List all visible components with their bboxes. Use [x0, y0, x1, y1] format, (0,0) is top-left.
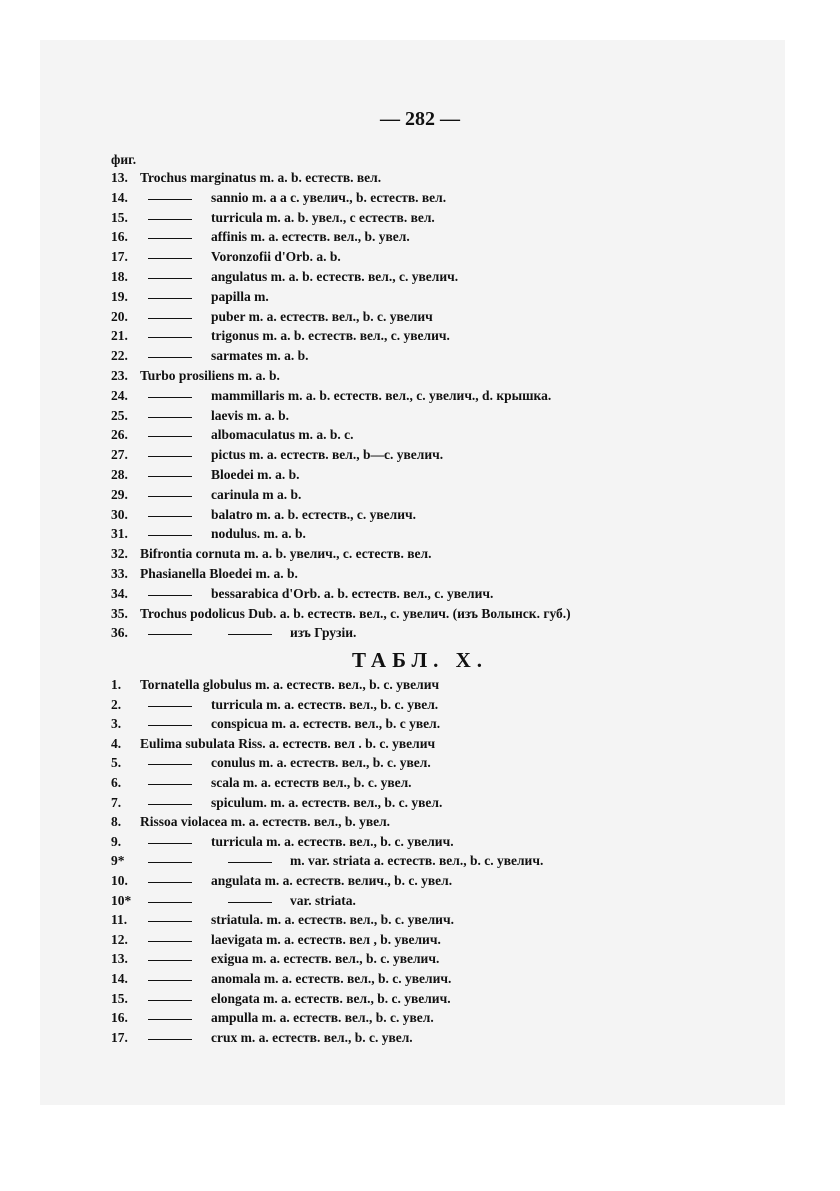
ditto-dash: [228, 862, 272, 863]
entry-text: turricula m. a. естеств. вел., b. c. увелич.: [211, 833, 454, 849]
entry-text: exigua m. a. естеств. вел., b. c. увелич.: [211, 951, 440, 967]
entry-text: trigonus m. a. b. естеств. вел., c. увелич.: [211, 328, 450, 344]
entry-text: scala m. a. естеств вел., b. c. увел.: [211, 775, 412, 790]
figure-number: 30.: [111, 506, 128, 522]
continuation-text: фиг.: [111, 152, 137, 167]
ditto-dash: [148, 278, 192, 279]
entry-text: var. striata.: [290, 892, 356, 908]
figure-number: 21.: [111, 328, 128, 344]
ditto-dash: [148, 496, 192, 497]
ditto-dash: [148, 595, 192, 596]
ditto-dash: [148, 219, 192, 220]
figure-number: 32.: [111, 546, 128, 562]
figure-number: 13.: [111, 170, 128, 185]
entry-text: turricula m. a. естеств. вел., b. c. увел.: [211, 696, 439, 712]
figure-number: 16.: [111, 229, 128, 245]
entry-text: crux m. a. естеств. вел., b. c. увел.: [211, 1029, 413, 1045]
entry-text: Eulima subulata Riss. a. естеств. вел . b. c. увелич: [140, 735, 436, 751]
entry-text: m. var. striata a. естеств. вел., b. c. увелич.: [290, 853, 544, 869]
entry-text: laevigata m. a. естеств. вел , b. увелич.: [211, 931, 441, 947]
entry-text: elongata m. a. естеств. вел., b. c. увелич.: [211, 990, 451, 1006]
ditto-dash: [148, 436, 192, 437]
ditto-dash: [148, 258, 192, 259]
figure-number: 2.: [111, 696, 122, 712]
ditto-dash: [148, 238, 192, 239]
ditto-dash: [148, 298, 192, 299]
ditto-dash: [148, 476, 192, 477]
figure-number: 7.: [111, 794, 122, 810]
figure-number: 26.: [111, 427, 128, 443]
entry-text: Phasianella Bloedei m. a. b.: [140, 566, 298, 581]
figure-number: 10.: [111, 873, 128, 888]
figure-number: 20.: [111, 308, 128, 324]
figure-number: 5.: [111, 755, 122, 771]
entry-text: Turbo prosiliens m. a. b.: [140, 368, 280, 383]
figure-number: 35.: [111, 605, 128, 621]
page-number: — 282 —: [380, 108, 460, 130]
entry-text: striatula. m. a. естеств. вел., b. c. увелич.: [211, 912, 454, 928]
ditto-dash: [148, 784, 192, 785]
figure-number: 10*: [111, 892, 132, 908]
figure-number: 6.: [111, 775, 122, 790]
figure-number: 16.: [111, 1010, 128, 1026]
entry-text: Voronzofii d'Orb. a. b.: [211, 249, 341, 265]
figure-number: 34.: [111, 585, 128, 601]
ditto-dash: [148, 843, 192, 844]
ditto-dash: [148, 1019, 192, 1020]
ditto-dash: [148, 960, 192, 961]
figure-number: 18.: [111, 269, 128, 284]
entry-text: Bifrontia cornuta m. a. b. увелич., c. естеств. вел.: [140, 546, 432, 562]
entry-text: affinis m. a. естеств. вел., b. увел.: [211, 229, 410, 245]
figure-number: 14.: [111, 971, 128, 986]
ditto-dash: [148, 862, 192, 863]
ditto-dash: [148, 941, 192, 942]
figure-number: 13.: [111, 951, 128, 967]
ditto-dash: [148, 1039, 192, 1040]
figure-number: 3.: [111, 716, 122, 732]
entry-text: papilla m.: [211, 288, 269, 304]
figure-number: 31.: [111, 526, 128, 542]
ditto-dash: [148, 456, 192, 457]
entry-text: sannio m. a a c. увелич., b. естеств. вел.: [211, 189, 447, 205]
ditto-dash: [148, 199, 192, 200]
ditto-dash: [148, 1000, 192, 1001]
entry-text: anomala m. a. естеств. вел., b. c. увелич.: [211, 971, 452, 986]
entry-text: turricula m. a. b. увел., c естеств. вел.: [211, 209, 435, 225]
ditto-dash: [148, 634, 192, 635]
figure-number: 9.: [111, 833, 122, 849]
entry-text: angulata m. a. естеств. велич., b. c. увел.: [211, 873, 453, 888]
entry-text: sarmates m. a. b.: [211, 348, 309, 364]
figure-number: 17.: [111, 249, 128, 265]
figure-number: 19.: [111, 288, 128, 304]
ditto-dash: [228, 902, 272, 903]
entry-text: spiculum. m. a. естеств. вел., b. c. увел.: [211, 794, 443, 810]
entry-text: Trochus marginatus m. a. b. естеств. вел.: [140, 170, 382, 185]
ditto-dash: [148, 318, 192, 319]
entry-text: conulus m. a. естеств. вел., b. c. увел.: [211, 755, 431, 771]
figure-number: 15.: [111, 990, 128, 1006]
figure-number: 9*: [111, 853, 125, 869]
figure-number: 8.: [111, 814, 122, 830]
entry-text: bessarabica d'Orb. a. b. естеств. вел., c. увелич.: [211, 585, 494, 601]
entry-text: mammillaris m. a. b. естеств. вел., c. увелич., d. крышка.: [211, 387, 552, 403]
figure-number: 33.: [111, 566, 128, 581]
figure-number: 11.: [111, 912, 128, 928]
figure-number: 29.: [111, 486, 128, 502]
ditto-dash: [148, 980, 192, 981]
figure-number: 25.: [111, 407, 128, 423]
entry-text: laevis m. a. b.: [211, 407, 290, 423]
figure-number: 14.: [111, 189, 128, 205]
figure-number: 1.: [111, 677, 122, 692]
ditto-dash: [148, 804, 192, 805]
figure-number: 22.: [111, 348, 128, 364]
ditto-dash: [148, 516, 192, 517]
entry-text: balatro m. a. b. естеств., c. увелич.: [211, 506, 416, 522]
entry-text: pictus m. a. естеств. вел., b—c. увелич.: [211, 447, 444, 463]
ditto-dash: [148, 921, 192, 922]
figure-number: 24.: [111, 387, 128, 403]
entry-text: angulatus m. a. b. естеств. вел., c. увелич.: [211, 269, 459, 284]
entry-text: Tornatella globulus m. a. естеств. вел., b. c. увелич: [140, 677, 440, 692]
figure-number: 4.: [111, 735, 122, 751]
entry-text: puber m. a. естеств. вел., b. c. увелич: [211, 308, 433, 324]
entry-text: изъ Грузiи.: [290, 625, 357, 641]
figure-number: 23.: [111, 368, 128, 383]
entry-text: conspicua m. a. естеств. вел., b. c увел.: [211, 716, 441, 732]
ditto-dash: [148, 535, 192, 536]
figure-number: 15.: [111, 209, 128, 225]
entry-text: ampulla m. a. естеств. вел., b. c. увел.: [211, 1010, 434, 1026]
entry-text: albomaculatus m. a. b. c.: [211, 427, 354, 443]
ditto-dash: [148, 706, 192, 707]
figure-number: 28.: [111, 467, 128, 482]
ditto-dash: [148, 417, 192, 418]
ditto-dash: [148, 397, 192, 398]
ditto-dash: [148, 882, 192, 883]
ditto-dash: [148, 357, 192, 358]
ditto-dash: [228, 634, 272, 635]
ditto-dash: [148, 902, 192, 903]
figure-number: 12.: [111, 931, 128, 947]
figure-number: 36.: [111, 625, 128, 641]
figure-number: 27.: [111, 447, 128, 463]
ditto-dash: [148, 725, 192, 726]
entry-text: Trochus podolicus Dub. a. b. естеств. вел., c. увелич. (изъ Волынск. губ.): [140, 605, 571, 621]
figure-number: 17.: [111, 1029, 128, 1045]
entry-text: Rissoa violacea m. a. естеств. вел., b. увел.: [140, 814, 391, 830]
entry-text: nodulus. m. a. b.: [211, 526, 306, 542]
ditto-dash: [148, 764, 192, 765]
entry-text: Bloedei m. a. b.: [211, 467, 300, 482]
ditto-dash: [148, 337, 192, 338]
table-heading: ТАБЛ. X.: [351, 648, 489, 672]
entry-text: carinula m a. b.: [211, 486, 302, 502]
